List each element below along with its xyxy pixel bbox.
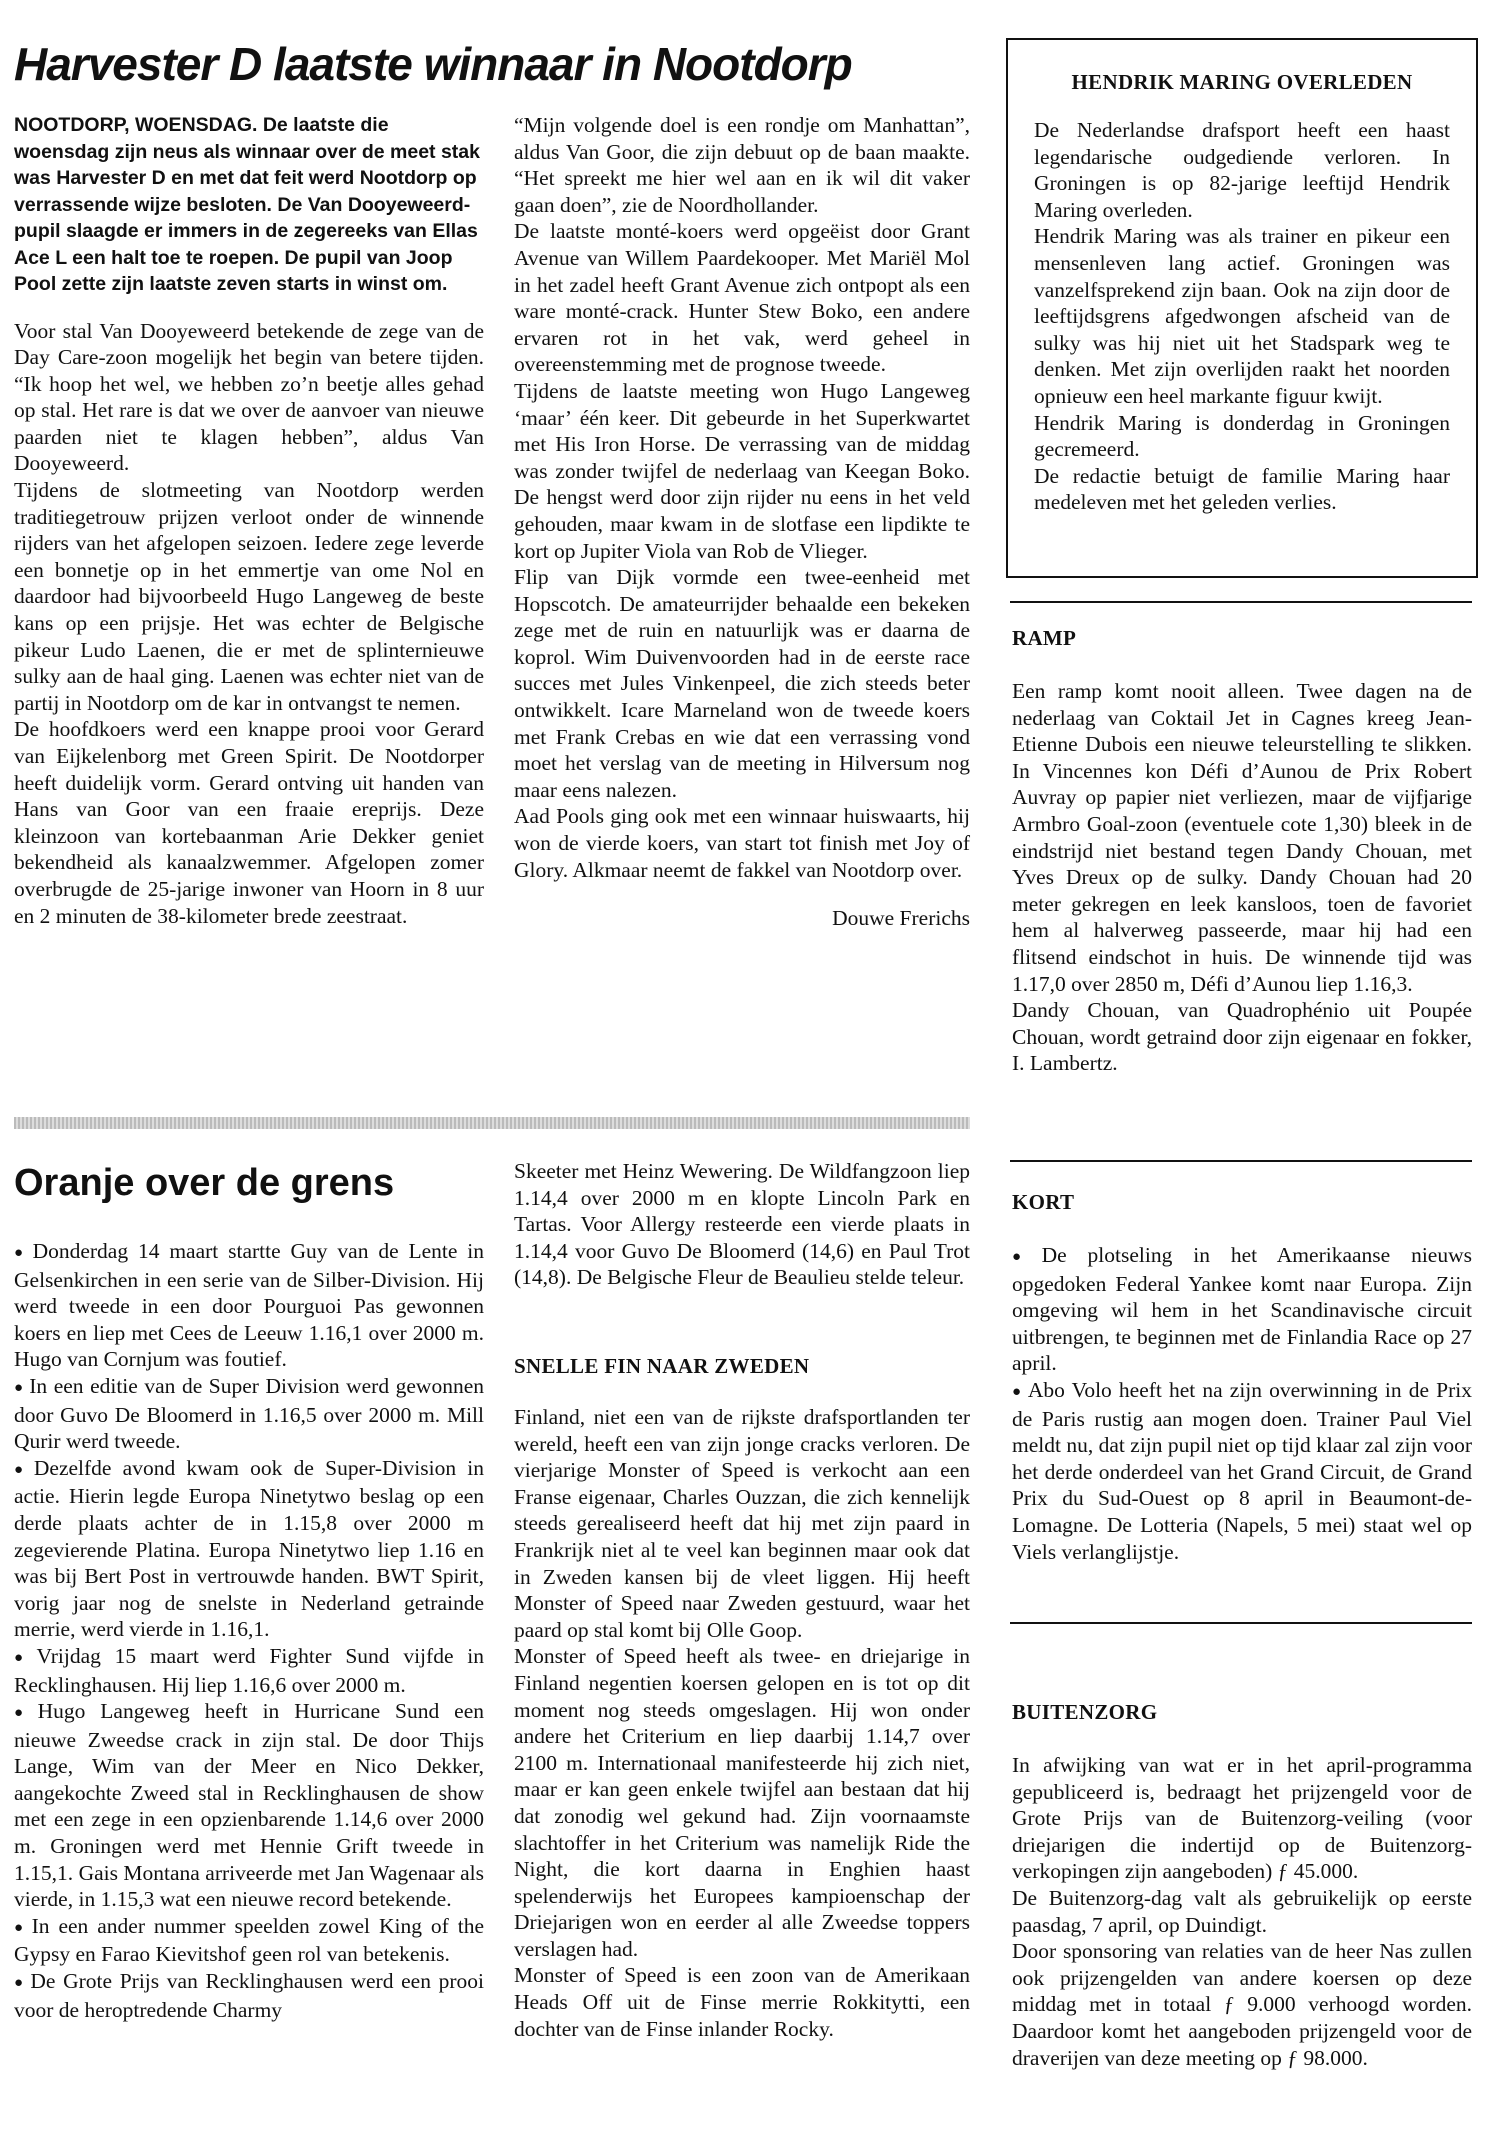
kort-body [1012, 1242, 1472, 1565]
article2-item: ● Dezelfde avond kwam ook de Super-Division in actie. Hierin legde Europa Ninetytwo beslag op een derde plaats achter de in 1.15,8 over 2000 m zegevierende Platina. Europa Ninetytwo liep 1.16 en was bij Bert Post in vertrouwde handen. BWT Spirit, vorig jaar nog de snelste in Nederland getrainde merrie, werd vierde in 1.16,1. [14, 1455, 484, 1643]
article1-title: Harvester D laatste winnaar in Nootdorp [14, 38, 852, 90]
article1-lead: NOOTDORP, WOENSDAG. De laatste die woensdag zijn neus als winnaar over de meet stak was Harvester D en met dat feit werd Nootdorp op verrassende wijze besloten. De Van Dooyeweerd-pupil slaagde er immers in de zegereeks van Ellas Ace L een halt toe te roepen. De pupil van Joop Pool zette zijn laatste zeven starts in winst om. [14, 114, 480, 295]
article1-paragraph: Flip van Dijk vormde een twee-eenheid met Hopscotch. De amateurrijder behaalde een bekeken zege met de ruin en natuurlijk was er daarna de koprol. Wim Duivenvoorden had in de eerste race succes met Jules Vinkenpeel, die zich steeds beter ontwikkelt. Icare Marneland won de tweede koers met Frank Crebas en wie dat een verrassing vond moet het verslag van de meeting in Hilversum nog maar eens nalezen. [514, 565, 970, 802]
snelle-title: SNELLE FIN NAAR ZWEDEN [514, 1354, 810, 1378]
article2-col1 [14, 1238, 484, 2023]
ramp-paragraph: Dandy Chouan, van Quadrophénio uit Poupée Chouan, wordt getraind door zijn eigenaar en fokker, I. Lambertz. [1012, 998, 1472, 1076]
author-signature: Douwe Frerichs [832, 906, 970, 931]
obituary-paragraph: De redactie betuigt de familie Maring haar medeleven met het geleden verlies. [1034, 463, 1450, 515]
obituary-box [1006, 38, 1478, 578]
article1-col2 [514, 112, 970, 932]
ramp-body [1012, 678, 1472, 1077]
column-rule [1010, 601, 1472, 603]
ramp-title: RAMP [1012, 626, 1077, 650]
article1-paragraph: Tijdens de slotmeeting van Nootdorp werden traditiegetrouw prijzen verloot onder de winnende rijders van het afgelopen seizoen. Iedere zege leverde een bonnetje op in het emmertje van ome Nol en daardoor had bijvoorbeeld Hugo Langeweg de beste kans op een prijsje. Het was echter de Belgische pikeur Ludo Laenen, die er met de splinternieuwe sulky aan de haal ging. Laenen was echter niet van de partij in Nootdorp om de kar in ontvangst te nemen. [14, 478, 484, 715]
kort-item: ● De plotseling in het Amerikaanse nieuws opgedoken Federal Yankee komt naar Europa. Zijn omgeving wil hem in het Scandinavische circuit uitbrengen, te beginnen met de Finlandia Race op 27 april. [1012, 1242, 1472, 1377]
article2-title: Oranje over de grens [14, 1162, 395, 1204]
section-divider [14, 1117, 970, 1129]
article1-paragraph: De hoofdkoers werd een knappe prooi voor Gerard van Eijkelenborg met Green Spirit. De Nootdorper heeft duidelijk vorm. Gerard ontving uit handen van Hans van Goor van een fraaie ereprijs. Deze kleinzoon van kortebaanman Arie Dekker geniet bekendheid als kanaalzwemmer. Afgelopen zomer overbrugde de 25-jarige inwoner van Hoorn in 8 uur en 2 minuten de 38-kilometer brede zeestraat. [14, 717, 484, 928]
column-rule [1010, 1622, 1472, 1624]
article2-item: ● In een ander nummer speelden zowel King of the Gypsy en Farao Kievitshof geen rol van betekenis. [14, 1913, 484, 1968]
obituary-title: HENDRIK MARING OVERLEDEN [1071, 70, 1413, 94]
kort-item: ● Abo Volo heeft het na zijn overwinning in de Prix de Paris rustig aan mogen doen. Trainer Paul Viel meldt nu, dat zijn pupil niet op tijd klaar zal zijn voor het derde onderdeel van het Grand Circuit, de Grand Prix du Sud-Ouest op 8 april in Beaumont-de-Lomagne. De Lotteria (Napels, 5 mei) staat wel op Viels verlanglijstje. [1012, 1377, 1472, 1565]
snelle-paragraph: Monster of Speed heeft als twee- en driejarige in Finland negentien koersen gelopen en is tot op dit moment nog steeds omgeslagen. Hij won onder andere het Criterium en liep daarbij 1.14,7 over 2100 m. Internationaal manifesteerde hij zich niet, maar er kan geen enkele twijfel aan bestaan dat hij dat zonodig wel gekund had. Zijn voornaamste slachtoffer in het Criterium was namelijk Ride the Night, die kort daarna in Enghien haast spelenderwijs het Europees kampioenschap der Driejarigen won en eerder al alle Zweedse toppers verslagen had. [514, 1644, 970, 1961]
article2-item: ● Hugo Langeweg heeft in Hurricane Sund een nieuwe Zweedse crack in zijn stal. De door Thijs Lange, Wim van der Meer en Nico Dekker, aangekochte Zweed stal in Recklinghausen de show met een zege in een opzienbarende 1.14,6 over 2000 m. Groningen werd met Hennie Grift tweede in 1.15,1. Gais Montana arriveerde met Jan Wagenaar als vierde, in 1.15,3 wat een nieuwe record betekende. [14, 1698, 484, 1913]
buitenzorg-paragraph: In afwijking van wat er in het april-programma gepubliceerd is, bedraagt het prijzengeld voor de Grote Prijs van de Buitenzorg-veiling (voor driejarigen die indertijd op de Buitenzorg-verkopingen zijn aangeboden) ƒ 45.000. [1012, 1753, 1472, 1884]
kort-title: KORT [1012, 1190, 1075, 1214]
article1-paragraph: De laatste monté-koers werd opgeëist door Grant Avenue van Willem Paardekooper. Met Mariël Mol in het zadel heeft Grant Avenue zich ontpopt als een ware monté-crack. Hunter Stew Boko, een andere ervaren rot in het vak, werd geheel in overeenstemming met de prognose tweede. [514, 219, 970, 377]
snelle-body [514, 1404, 970, 2042]
snelle-paragraph: Finland, niet een van de rijkste drafsportlanden ter wereld, heeft een van zijn jonge cracks verloren. De vierjarige Monster of Speed is verkocht aan een Franse eigenaar, Charles Ouzzan, die zich kennelijk steeds gerealiseerd heeft dat hij met zijn paard in Frankrijk niet al te veel kan beginnen maar ook dat in Zweden kansen bij de vleet liggen. Hij heeft Monster of Speed naar Zweden gestuurd, waar het paard op stal komt bij Olle Goop. [514, 1405, 970, 1642]
snelle-paragraph: Monster of Speed is een zoon van de Amerikaan Heads Off uit de Finse merrie Rokkitytti, een dochter van de Finse inlander Rocky. [514, 1963, 970, 2041]
article1-paragraph: “Mijn volgende doel is een rondje om Manhattan”, aldus Van Goor, die zijn debuut op de baan maakte. “Het spreekt me hier wel aan en ik wil dit vaker gaan doen”, zie de Noordhollander. [514, 113, 970, 217]
column-rule [1010, 1160, 1472, 1162]
article2-item: ● In een editie van de Super Division werd gewonnen door Guvo De Bloomerd in 1.16,5 over 2000 m. Mill Qurir werd tweede. [14, 1373, 484, 1455]
article1-col1 [14, 112, 484, 929]
obituary-paragraph: De Nederlandse drafsport heeft een haast legendarische oudgediende verloren. In Groningen is op 82-jarige leeftijd Hendrik Maring overleden. [1034, 118, 1450, 222]
article2-paragraph: Skeeter met Heinz Wewering. De Wildfangzoon liep 1.14,4 over 2000 m en klopte Lincoln Park en Tartas. Voor Allergy resteerde een vierde plaats in 1.14,4 voor Guvo De Bloomerd (14,6) en Paul Trot (14,8). De Belgische Fleur de Beaulieu stelde teleur. [514, 1159, 970, 1290]
article2-item: ● Vrijdag 15 maart werd Fighter Sund vijfde in Recklinghausen. Hij liep 1.16,6 over 2000 m. [14, 1643, 484, 1698]
article2-item: ● De Grote Prijs van Recklinghausen werd een prooi voor de heroptredende Charmy [14, 1968, 484, 2023]
article1-paragraph: Aad Pools ging ook met een winnaar huiswaarts, hij won de vierde koers, van start tot finish met Joy of Glory. Alkmaar neemt de fakkel van Nootdorp over. [514, 804, 970, 882]
obituary-paragraph: Hendrik Maring is donderdag in Groningen gecremeerd. [1034, 410, 1450, 462]
obituary-paragraph: Hendrik Maring was als trainer en pikeur een mensenleven lang actief. Groningen was vanzelfsprekend zijn baan. Ook na zijn door de leeftijdsgrens afgedwongen afscheid van de sulky was hij niet uit het Stadspark weg te denken. Met zijn overlijden raakt het noorden opnieuw een heel markante figuur kwijt. [1034, 224, 1450, 408]
article2-item: ● Donderdag 14 maart startte Guy van de Lente in Gelsenkirchen in een serie van de Silber-Division. Hij werd tweede in een door Pourguoi Pas gewonnen koers en liep met Cees de Leeuw 1.16,1 over 2000 m. Hugo van Cornjum was foutief. [14, 1238, 484, 1373]
article1-paragraph: Tijdens de laatste meeting won Hugo Langeweg ‘maar’ één keer. Dit gebeurde in het Superkwartet met His Iron Horse. De verrassing van de middag was zonder twijfel de nederlaag van Keegan Boko. De hengst werd door zijn rijder nu eens in het veld gehouden, maar kwam in de slotfase een lipdikte te kort op Jupiter Viola van Rob de Vlieger. [514, 378, 970, 563]
buitenzorg-body [1012, 1752, 1472, 2071]
buitenzorg-paragraph: Door sponsoring van relaties van de heer Nas zullen ook prijzengelden van andere koersen op deze middag met in totaal ƒ 9.000 verhoogd worden. Daardoor komt het aangeboden prijzengeld voor de draverijen van deze meeting op ƒ 98.000. [1012, 1939, 1472, 2070]
buitenzorg-title: BUITENZORG [1012, 1700, 1158, 1724]
article1-paragraph: Voor stal Van Dooyeweerd betekende de zege van de Day Care-zoon mogelijk het begin van betere tijden. “Ik hoop het wel, we hebben zo’n beetje alles gehad op stal. Het rare is dat we over de aanvoer van nieuwe paarden niet te klagen hebben”, aldus Van Dooyeweerd. [14, 318, 484, 476]
buitenzorg-paragraph: De Buitenzorg-dag valt als gebruikelijk op eerste paasdag, 7 april, op Duindigt. [1012, 1885, 1472, 1937]
ramp-paragraph: Een ramp komt nooit alleen. Twee dagen na de nederlaag van Coktail Jet in Cagnes kreeg Jean-Etienne Dubois een nieuwe teleurstelling te slikken. In Vincennes kon Défi d’Aunou de Prix Robert Auvray op papier niet verliezen, maar de vijfjarige Armbro Goal-zoon (eventuele cote 1,30) bleek in de eindstrijd niet bestand tegen Dandy Chouan, met Yves Dreux op de sulky. Dandy Chouan had 20 meter gekregen en leek kansloos, toen de favoriet hem al halverweg passeerde, maar hij had een flitsend eindschot in huis. De winnende tijd was 1.17,0 over 2850 m, Défi d’Aunou liep 1.16,3. [1012, 679, 1472, 996]
article2-col2 [514, 1158, 970, 1291]
